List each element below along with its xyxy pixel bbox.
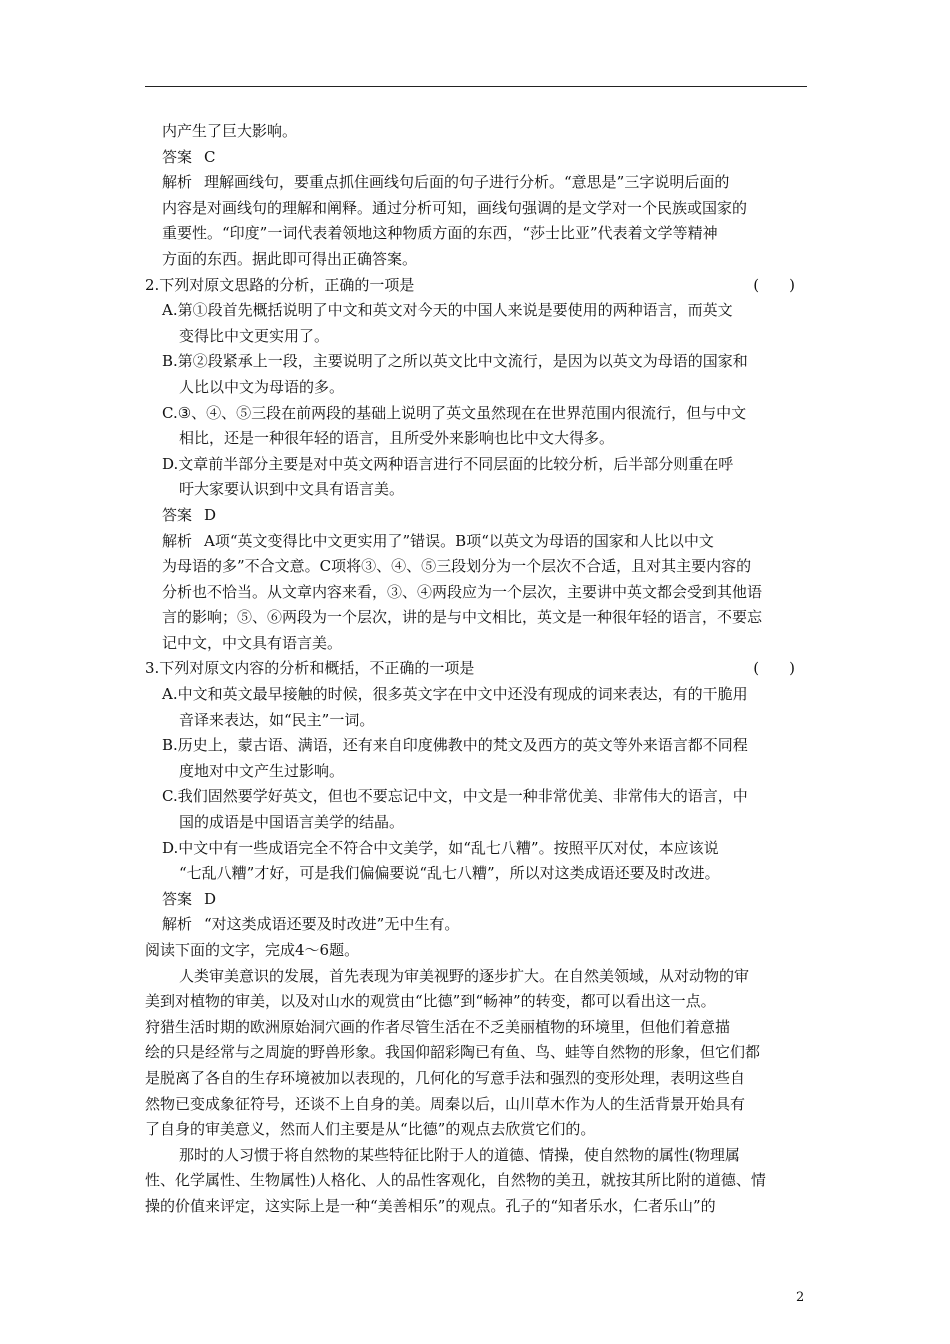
q3-analysis-line: 解析 “对这类成语还要及时改进”无中生有。: [162, 915, 460, 934]
q2-option-c-cont: 相比，还是一种很年轻的语言，且所受外来影响也比中文大得多。: [179, 429, 615, 448]
reading-intro: 阅读下面的文字，完成4～6题。: [145, 941, 360, 959]
q2-analysis-line: 解析 A项“英文变得比中文更实用了”错误。B项“以英文为母语的国家和人比以中文: [162, 531, 714, 550]
q2-option-c: C.③、④、⑤三段在前两段的基础上说明了英文虽然现在在世界范围内很流行，但与中文: [162, 403, 747, 422]
passage-line: 绘的只是经常与之周旋的野兽形象。我国仰韶彩陶已有鱼、鸟、蛙等自然物的形象，但它们都: [145, 1043, 761, 1062]
analysis-label: 解析: [162, 915, 193, 934]
passage-line: 那时的人习惯于将自然物的某些特征比附于人的道德、情操，使自然物的属性(物理属: [179, 1145, 740, 1164]
q3-stem: 3.下列对原文内容的分析和概括，不正确的一项是 ( ): [145, 656, 807, 682]
q2-option-b: B.第②段紧承上一段，主要说明了之所以英文比中文流行，是因为以英文为母语的国家和: [162, 352, 748, 371]
q2-analysis-line: 为母语的多”不合文意。C项将③、④、⑤三段划分为一个层次不合适，且对其主要内容的: [162, 557, 752, 576]
q3-answer: [145, 887, 807, 913]
analysis-label: 解析: [162, 173, 193, 192]
q1-analysis-line: 方面的东西。据此即可得出正确答案。: [162, 249, 418, 268]
passage-line: 然物已变成象征符号，还谈不上自身的美。周秦以后，山川草木作为人的生活背景开始具有: [145, 1094, 746, 1113]
answer-label: 答案: [162, 147, 193, 166]
header-rule: [145, 86, 807, 87]
q3-option-b: B.历史上，蒙古语、满语，还有来自印度佛教中的梵文及西方的英文等外来语言都不同程: [162, 736, 748, 755]
passage-line: 美到对植物的审美，以及对山水的观赏由“比德”到“畅神”的转变，都可以看出这一点。: [145, 992, 716, 1011]
passage-line: 操的价值来评定，这实际上是一种“美善相乐”的观点。孔子的“知者乐水，仁者乐山”的: [145, 1196, 716, 1215]
q1-answer: [145, 145, 807, 171]
q3-option-d-cont: “七乱八糟”才好，可是我们偏偏要说“乱七八糟”，所以对这类成语还要及时改进。: [179, 864, 720, 883]
q2-stem: 2.下列对原文思路的分析，正确的一项是 ( ): [145, 273, 807, 299]
q2-option-a: A.第①段首先概括说明了中文和英文对今天的中国人来说是要使用的两种语言，而英文: [162, 301, 733, 320]
q2-option-a-cont: 变得比中文更实用了。: [179, 326, 330, 345]
page-number: 2: [796, 1290, 805, 1305]
q3-option-c: C.我们固然要学好英文，但也不要忘记中文，中文是一种非常优美、非常伟大的语言，中: [162, 787, 748, 806]
answer-value: C: [204, 147, 216, 166]
q2-analysis-line: 言的影响；⑤、⑥两段为一个层次，讲的是与中文相比，英文是一种很年轻的语言，不要忘: [162, 608, 763, 627]
answer-value: D: [204, 889, 217, 908]
q3-option-a: A.中文和英文最早接触的时候，很多英文字在中文中还没有现成的词来表达，有的干脆用: [162, 685, 748, 704]
answer-label: 答案: [162, 505, 193, 524]
q2-analysis-line: 记中文，中文具有语言美。: [162, 633, 343, 652]
q1-analysis-line: 解析 理解画线句，要重点抓住画线句后面的句子进行分析。“意思是”三字说明后面的: [162, 173, 730, 192]
q3-option-d: D.中文中有一些成语完全不符合中文美学，如“乱七八糟”。按照平仄对仗，本应该说: [162, 838, 719, 857]
analysis-label: 解析: [162, 531, 193, 550]
document-body: [145, 119, 807, 1220]
passage-line: 性、化学属性、生物属性)人格化、人的品性客观化，自然物的美丑，就按其所比附的道德、情: [145, 1171, 766, 1190]
q3-option-b-cont: 度地对中文产生过影响。: [179, 761, 345, 780]
q1-analysis-line: 内容是对画线句的理解和阐释。通过分析可知，画线句强调的是文学对一个民族或国家的: [162, 198, 748, 217]
passage-line: 人类审美意识的发展，首先表现为审美视野的逐步扩大。在自然美领域，从对动物的审: [179, 966, 750, 985]
q3-option-c-cont: 国的成语是中国语言美学的结晶。: [179, 813, 405, 832]
passage-line: 是脱离了各自的生存环境被加以表现的，几何化的写意手法和强烈的变形处理，表明这些自: [145, 1068, 746, 1087]
q2-option-b-cont: 人比以中文为母语的多。: [179, 377, 345, 396]
q2-option-d-cont: 吁大家要认识到中文具有语言美。: [179, 480, 405, 499]
q2-answer: [145, 503, 807, 529]
answer-label: 答案: [162, 889, 193, 908]
q2-analysis-line: 分析也不恰当。从文章内容来看，③、④两段应为一个层次，主要讲中英文都会受到其他语: [162, 582, 763, 601]
q1-continuation: 内产生了巨大影响。: [162, 122, 298, 140]
q1-analysis-line: 重要性。“印度”一词代表着领地这种物质方面的东西，“莎士比亚”代表着文学等精神: [162, 224, 718, 243]
passage-line: 了自身的审美意义，然而人们主要是从“比德”的观点去欣赏它们的。: [145, 1120, 596, 1139]
answer-blank: ( ): [753, 659, 795, 678]
answer-value: D: [204, 505, 217, 524]
q3-option-a-cont: 音译来表达，如“民主”一词。: [179, 710, 375, 729]
passage-line: 狩猎生活时期的欧洲原始洞穴画的作者尽管生活在不乏美丽植物的环境里，但他们着意描: [145, 1017, 731, 1036]
q2-option-d: D.文章前半部分主要是对中英文两种语言进行不同层面的比较分析，后半部分则重在呼: [162, 454, 734, 473]
answer-blank: ( ): [753, 275, 795, 294]
